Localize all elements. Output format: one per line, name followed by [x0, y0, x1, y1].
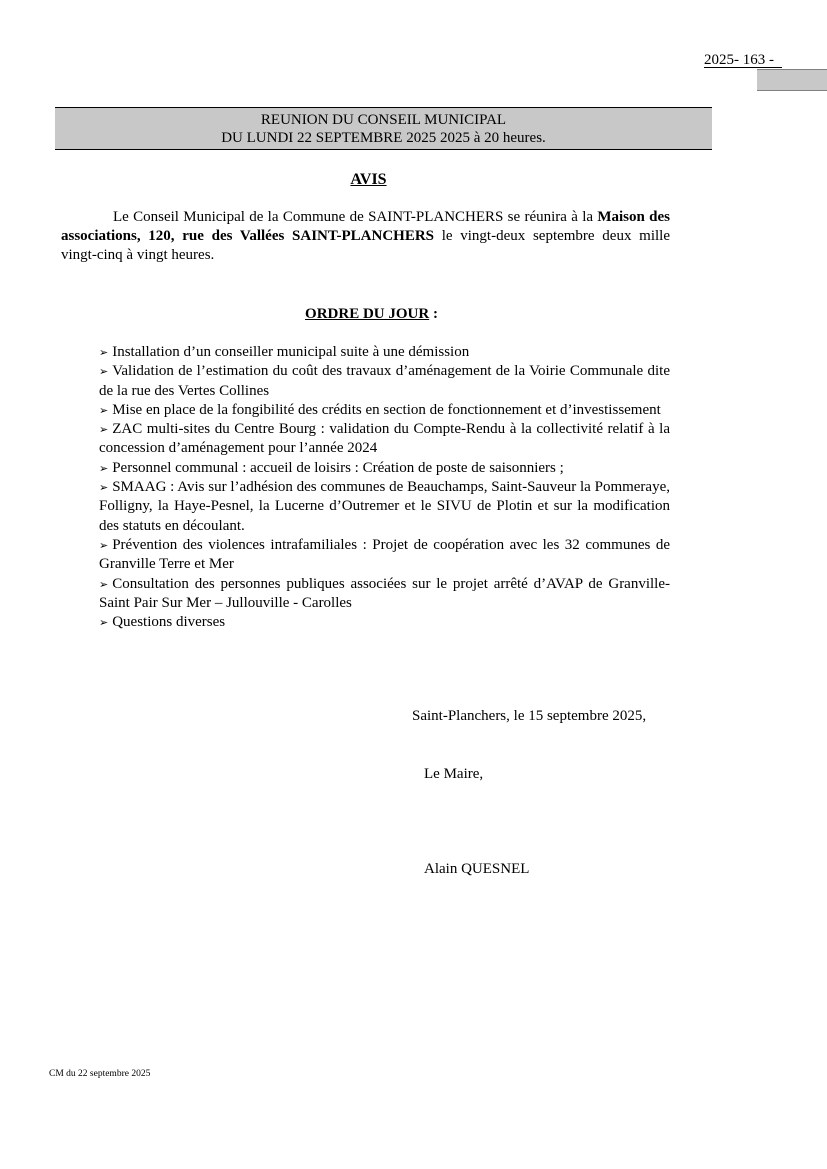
arrow-bullet-icon: ➢ [99, 616, 109, 630]
corner-tab [757, 69, 827, 91]
avis-title: AVIS [350, 171, 387, 188]
arrow-bullet-icon: ➢ [99, 577, 109, 591]
agenda-item [99, 459, 670, 478]
agenda-item-text: Mise en place de la fongibilité des crédits en section de fonctionnement et d’investissement [112, 401, 661, 418]
agenda-item [99, 420, 670, 459]
agenda-item [99, 536, 670, 575]
arrow-bullet-icon: ➢ [99, 346, 109, 359]
agenda-item-text: Personnel communal : accueil de loisirs : Création de poste de saisonniers ; [112, 459, 564, 476]
intro-venue: Maison des associations, 120, rue des Vallées SAINT-PLANCHERS [61, 209, 671, 244]
arrow-bullet-icon: ➢ [99, 423, 109, 437]
meeting-header-line2: DU LUNDI 22 SEPTEMBRE 2025 2025 à 20 heures. [221, 130, 546, 146]
agenda-item [99, 401, 670, 420]
agenda-item [99, 575, 670, 614]
agenda-item-text: Installation d’un conseiller municipal suite à une démission [112, 344, 470, 360]
agenda-item [99, 362, 670, 401]
agenda-item-text: ZAC multi-sites du Centre Bourg : validation du Compte-Rendu à la collectivité relatif à la concession d’aménagement pour l’année 2024 [99, 421, 670, 457]
arrow-bullet-icon: ➢ [99, 461, 109, 475]
agenda-title-colon: : [429, 306, 438, 322]
agenda-item-text: Prévention des violences intrafamiliales : Projet de coopération avec les 32 communes de Granville Terre et Mer [99, 536, 670, 573]
page-number-underline [704, 67, 782, 68]
intro-paragraph [61, 208, 670, 265]
agenda-item-text: SMAAG : Avis sur l’adhésion des communes de Beauchamps, Saint-Sauveur la Pommeraye, Folligny, la Haye-Pesnel, la Lucerne d’Outremer et le SIVU de Plotin et sur la modification des statuts en découlant. [99, 479, 670, 534]
arrow-bullet-icon: ➢ [99, 365, 109, 379]
agenda-item [99, 613, 670, 632]
meeting-header-box [55, 107, 712, 150]
meeting-header-line1: REUNION DU CONSEIL MUNICIPAL [260, 112, 507, 128]
arrow-bullet-icon: ➢ [99, 403, 109, 417]
agenda-item [99, 478, 670, 536]
page-number: 2025- 163 - [704, 52, 774, 68]
agenda-item-text: Consultation des personnes publiques associées sur le projet arrêté d’AVAP de Granville-Saint Pair Sur Mer – Jullouville - Carolles [99, 575, 670, 611]
arrow-bullet-icon: ➢ [99, 538, 109, 552]
footer-note: CM du 22 septembre 2025 [49, 1069, 151, 1079]
agenda-list [99, 343, 670, 632]
agenda-title-text: ORDRE DU JOUR [305, 306, 430, 322]
agenda-title [0, 304, 743, 324]
agenda-item [99, 343, 670, 362]
agenda-item-text: Validation de l’estimation du coût des travaux d’aménagement de la Voirie Communale dite de la rue des Vertes Collines [99, 363, 670, 399]
intro-text-end: le vingt-deux septembre deux mille vingt-cinq à vingt heures. [61, 228, 670, 263]
mayor-title: Le Maire, [424, 766, 484, 782]
agenda-item-text: Questions diverses [112, 614, 226, 631]
arrow-bullet-icon: ➢ [99, 481, 109, 495]
mayor-name: Alain QUESNEL [424, 861, 530, 877]
place-and-date: Saint-Planchers, le 15 septembre 2025, [412, 708, 647, 724]
intro-text-start: Le Conseil Municipal de la Commune de SAINT-PLANCHERS se réunira à la [113, 209, 598, 225]
